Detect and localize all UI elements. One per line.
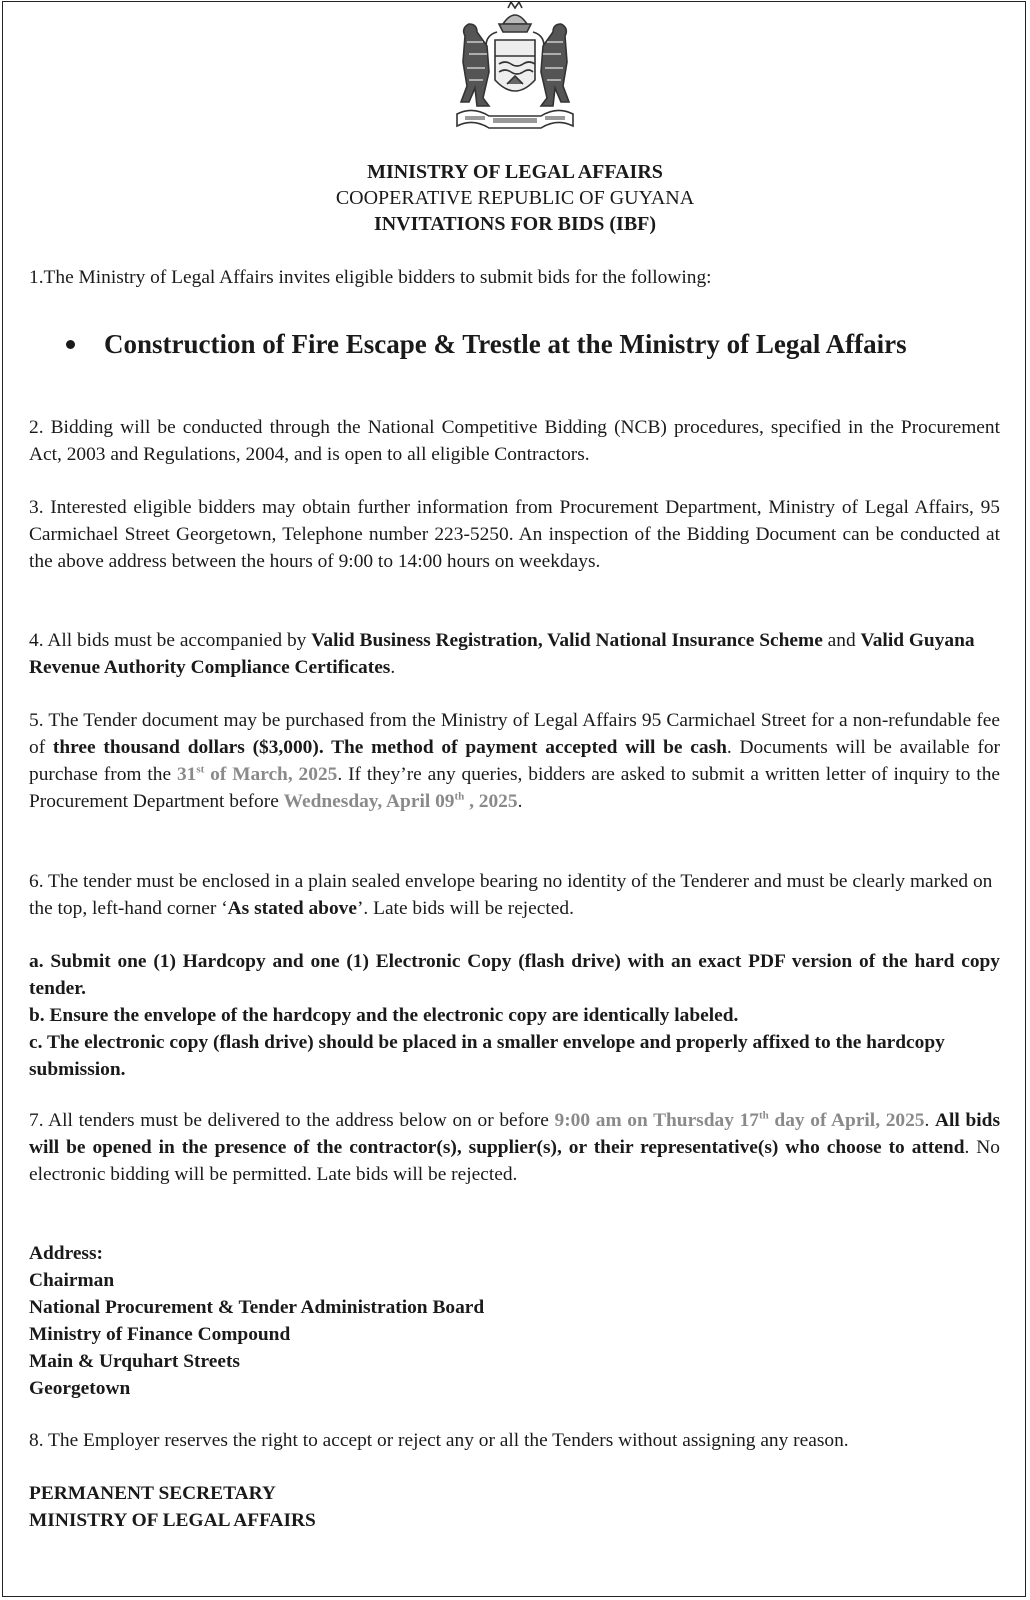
coat-of-arms-icon — [453, 2, 577, 134]
ministry-heading: MINISTRY OF LEGAL AFFAIRS — [367, 161, 663, 183]
paragraph-3: 3. Interested eligible bidders may obtain further information from Procurement Department, Ministry of Legal Affairs, 95 Carmichael Street Georgetown, Telephone number 223-5250. An inspection of the Bidding Document can be conducted at the above address between the hours of 9:00 to 14:00 hours on weekdays. — [29, 497, 1000, 572]
address-line: Ministry of Finance Compound — [29, 1324, 291, 1345]
country-heading: COOPERATIVE REPUBLIC OF GUYANA — [335, 187, 695, 209]
paragraph-7: 7. All tenders must be delivered to the address below on or before 9:00 am on Thursday 17th day of April, 2025. All bids will be opened in the presence of the contractor(s), supplier(s), or their representative(s) who choose to attend. No electronic bidding will be permitted. Late bids will be rejected. — [29, 1109, 1000, 1185]
signature-block — [29, 1480, 1000, 1534]
delivery-address — [29, 1240, 1000, 1402]
instruction-b: b. Ensure the envelope of the hardcopy and the electronic copy are identically labeled. — [29, 1005, 739, 1026]
paragraph-6: 6. The tender must be enclosed in a plain sealed envelope bearing no identity of the Tenderer and must be clearly marked on the top, left-hand corner ‘As stated above’. Late bids will be rejected. — [29, 871, 993, 919]
address-line: Main & Urquhart Streets — [29, 1351, 240, 1372]
paragraph-8: 8. The Employer reserves the right to accept or reject any or all the Tenders without assigning any reason. — [29, 1430, 849, 1451]
submission-instructions — [29, 948, 1000, 1083]
instruction-a: a. Submit one (1) Hardcopy and one (1) Electronic Copy (flash drive) with an exact PDF version of the hard copy tender. — [29, 951, 1000, 999]
purchase-date: 31st of March, 2025 — [176, 763, 338, 785]
paragraph-2: 2. Bidding will be conducted through the National Competitive Bidding (NCB) procedures, specified in the Procurement Act, 2003 and Regulations, 2004, and is open to all eligible Contractors. — [29, 417, 1000, 465]
inquiry-deadline: Wednesday, April 09th , 2025 — [283, 790, 518, 812]
document-title: INVITATIONS FOR BIDS (IBF) — [373, 213, 657, 235]
instruction-c: c. The electronic copy (flash drive) should be placed in a smaller envelope and properly affixed to the hardcopy submission. — [29, 1032, 945, 1080]
address-line: National Procurement & Tender Administration Board — [29, 1297, 485, 1318]
delivery-deadline: 9:00 am on Thursday 17th day of April, 2025 — [554, 1109, 925, 1131]
paragraph-1: 1.The Ministry of Legal Affairs invites eligible bidders to submit bids for the following: — [29, 267, 712, 288]
paragraph-4: 4. All bids must be accompanied by Valid Business Registration, Valid National Insurance Scheme and Valid Guyana Revenue Authority Compliance Certificates. — [29, 630, 975, 678]
paragraph-5: 5. The Tender document may be purchased from the Ministry of Legal Affairs 95 Carmichael Street for a non-refundable fee of three thousand dollars ($3,000). The method of payment accepted will be cash. Documents will be available for purchase from the 31st of March, 2025. If they’re any queries, bidders are asked to submit a written letter of inquiry to the Procurement Department before Wednesday, April 09th , 2025. — [29, 710, 1000, 812]
address-line: Georgetown — [29, 1378, 131, 1399]
bullet-icon — [66, 340, 75, 349]
address-label: Address: — [29, 1243, 103, 1264]
signatory-title: PERMANENT SECRETARY — [29, 1483, 276, 1504]
signatory-ministry: MINISTRY OF LEGAL AFFAIRS — [29, 1510, 316, 1531]
tender-item-label: Construction of Fire Escape & Trestle at the Ministry of Legal Affairs — [104, 329, 907, 359]
address-line: Chairman — [29, 1270, 115, 1291]
